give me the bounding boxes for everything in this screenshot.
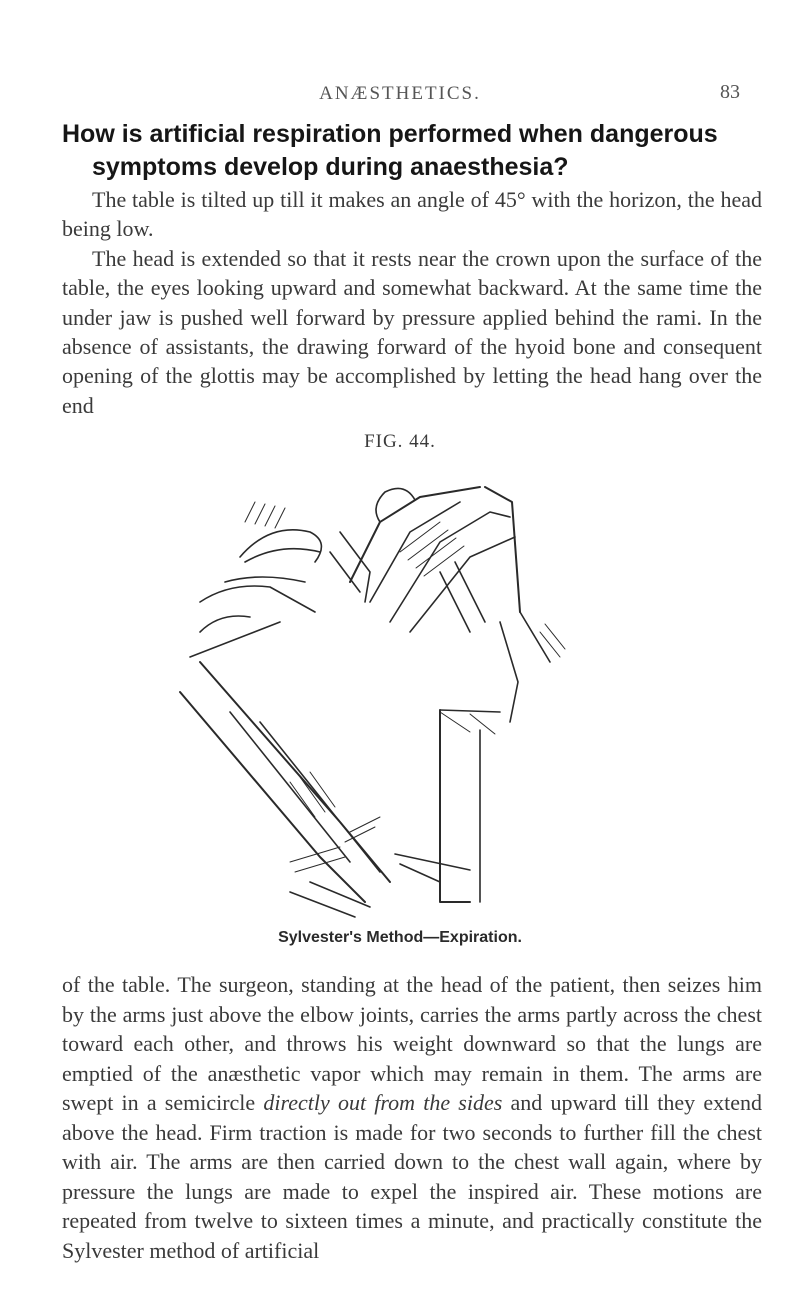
page-number: 83 [720,81,740,103]
figure-illustration [140,462,660,922]
page-header [0,77,800,113]
figure-caption: Sylvester's Method—Expiration. [278,929,522,946]
question-line-1: How is artificial respiration performed when dangerous [62,120,718,148]
answer-text [62,185,762,420]
answer-paragraph-1: The table is tilted up till it makes an angle of 45° with the horizon, the head being low. [62,187,762,242]
sylvester-method-illustration [140,462,660,922]
continued-text-emphasis: directly out from the sides [263,1090,503,1115]
figure-label: FIG. 44. [364,431,436,452]
continued-text [62,970,762,1265]
answer-paragraph-2: The head is extended so that it rests near the crown upon the surface of the table, the eyes looking upward and somewhat backward. At the same time the under jaw is pushed well forward by pressure applied behind the rami. In the absence of assistants, the drawing forward of the hyoid bone and consequent opening of the glottis may be accomplished by letting the head hang over the end [62,245,762,418]
continued-text-part-1: of the table. The surgeon, standing at the head of the patient, then seizes him by the arms just above the elbow joints, carries the arms partly across the chest toward each other, and throws his weight downward so that the lungs are emptied of the anæsthetic vapor which may remain in them. The arms are swept in a semicircle [62,972,762,1115]
question-heading [62,118,762,184]
question-line-2: symptoms develop during anaesthesia? [92,153,569,181]
continued-text-part-2: and upward till they extend above the head. Firm traction is made for two seconds to further fill the chest with air. The arms are then carried down to the chest wall again, where by pressure the lungs are made to expel the inspired air. These motions are repeated from twelve to sixteen times a minute, and practically constitute the Sylvester method of artificial [62,1090,762,1263]
running-head: ANÆSTHETICS. [319,83,481,104]
